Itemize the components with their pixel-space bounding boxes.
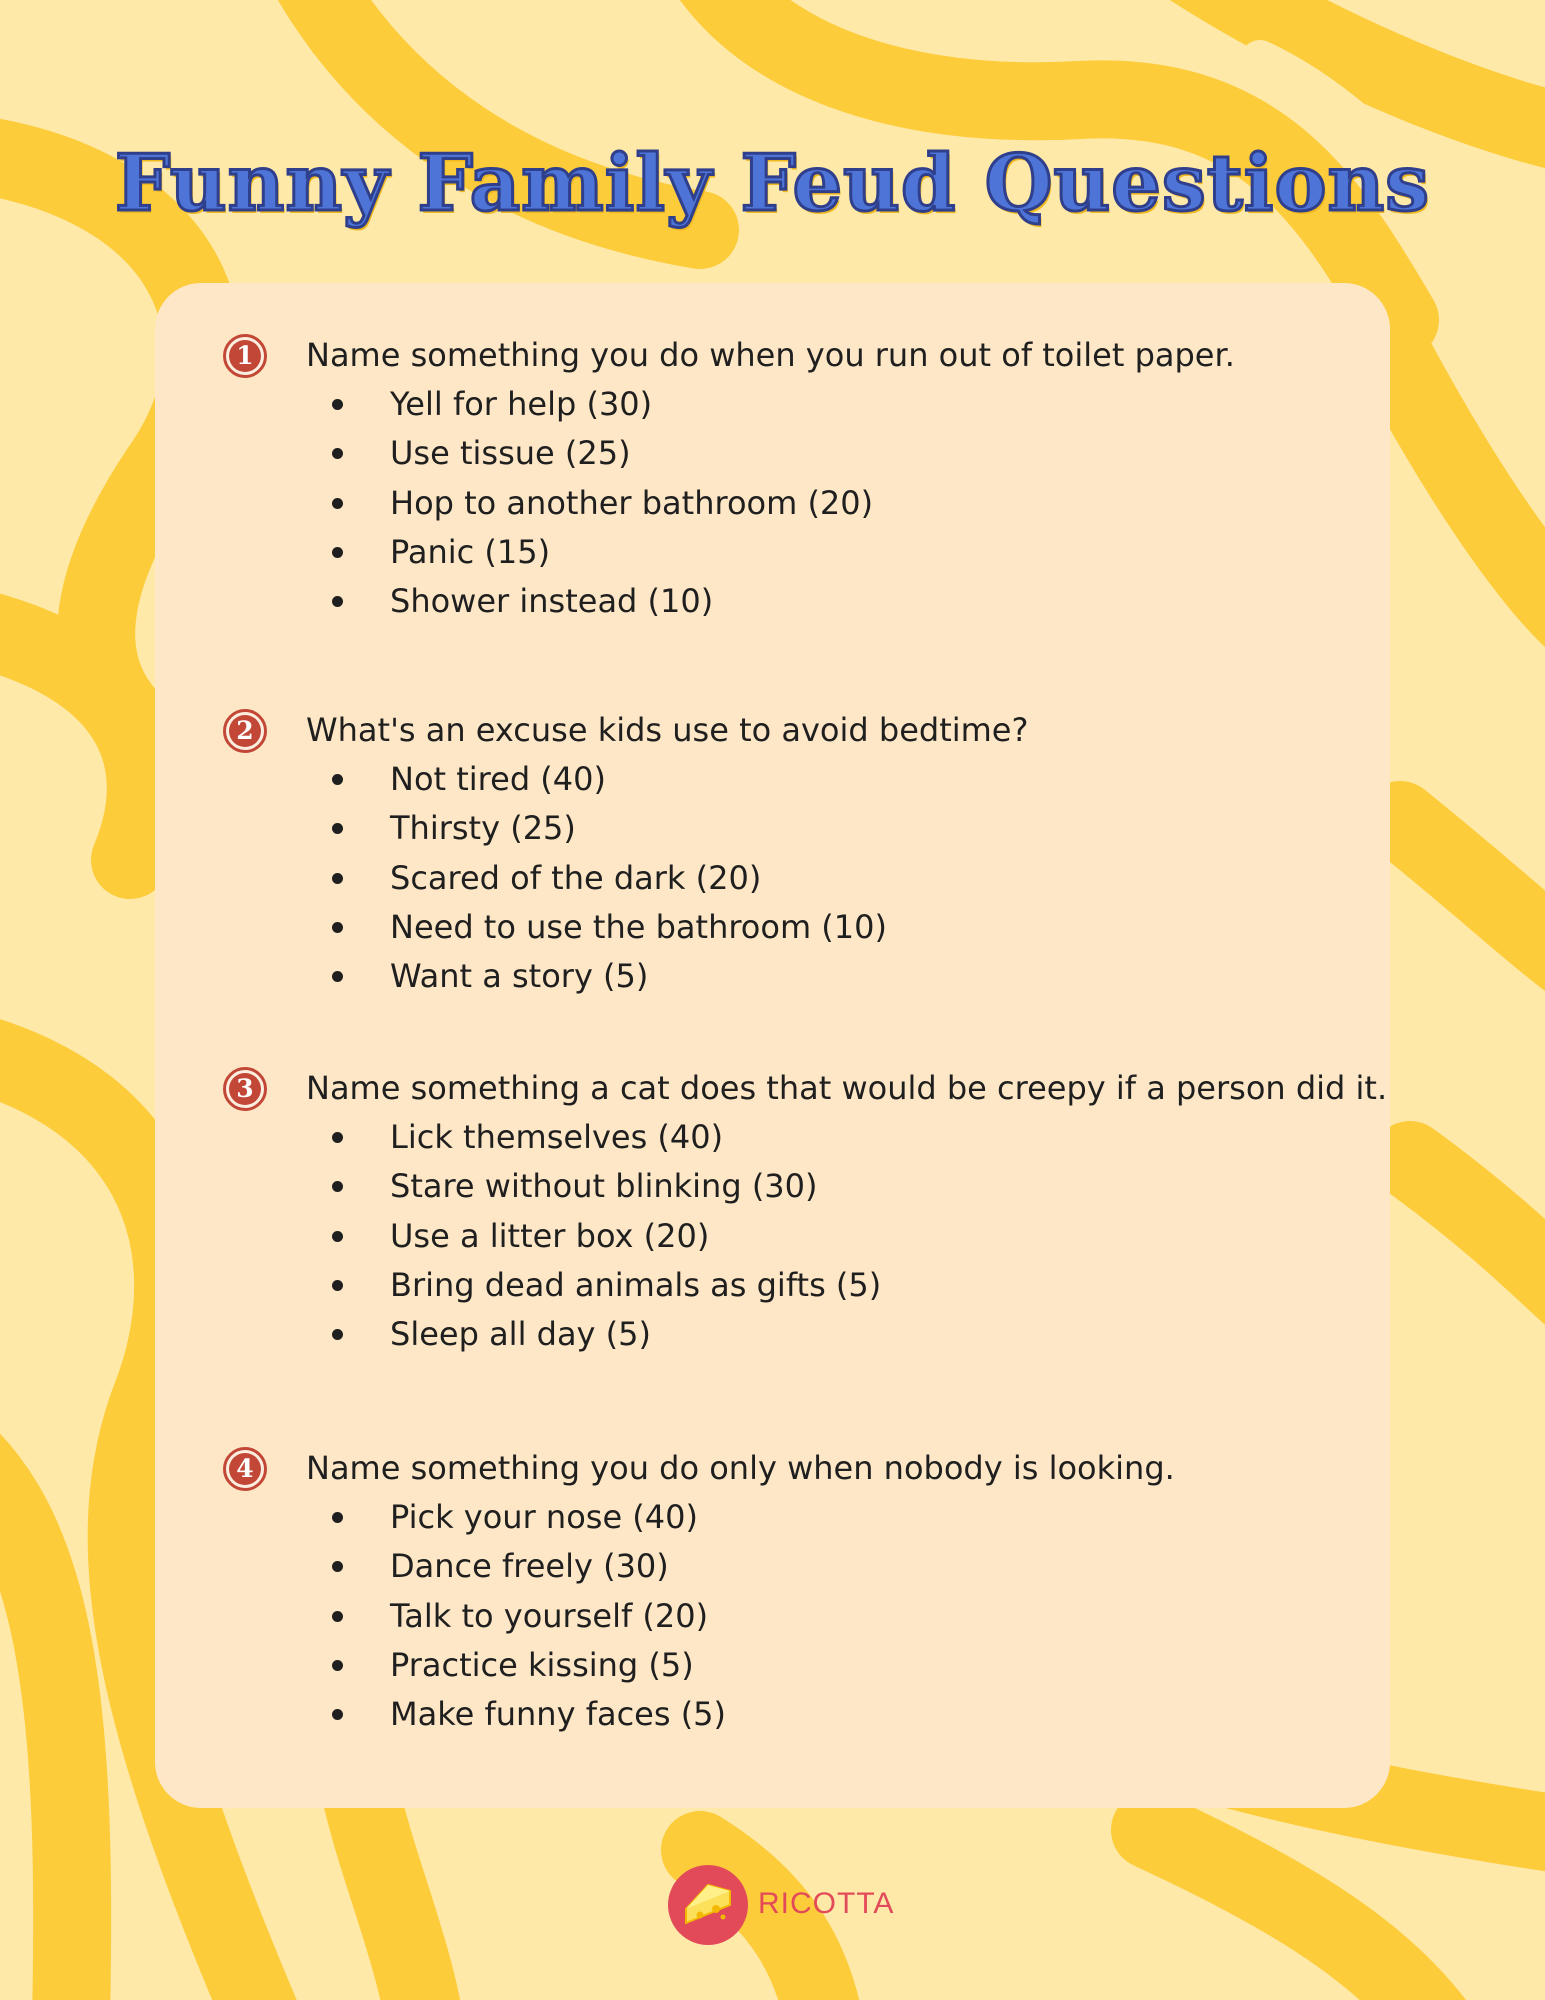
question-text: Name something a cat does that would be creepy if a person did it. bbox=[306, 1069, 1388, 1107]
number-badge-icon: 1 bbox=[223, 334, 267, 378]
answer-list bbox=[330, 759, 887, 1005]
answer-item: Scared of the dark (20) bbox=[330, 858, 887, 907]
cheese-icon bbox=[668, 1865, 748, 1945]
answer-item: Need to use the bathroom (10) bbox=[330, 907, 887, 956]
brand-footer bbox=[668, 1865, 918, 1945]
questions-card bbox=[155, 283, 1390, 1808]
answer-item: Thirsty (25) bbox=[330, 808, 887, 857]
answer-item: Shower instead (10) bbox=[330, 581, 873, 630]
answer-item: Panic (15) bbox=[330, 532, 873, 581]
answer-item: Stare without blinking (30) bbox=[330, 1166, 881, 1215]
brand-name: RICOTTA bbox=[758, 1887, 895, 1920]
page-title: Funny Family Feud Questions bbox=[114, 138, 1431, 229]
answer-item: Hop to another bathroom (20) bbox=[330, 483, 873, 532]
answer-item: Want a story (5) bbox=[330, 956, 887, 1005]
answer-item: Yell for help (30) bbox=[330, 384, 873, 433]
number-badge-icon: 3 bbox=[223, 1067, 267, 1111]
answer-item: Make funny faces (5) bbox=[330, 1694, 726, 1743]
answer-list bbox=[330, 1117, 881, 1363]
answer-item: Bring dead animals as gifts (5) bbox=[330, 1265, 881, 1314]
question-text: What's an excuse kids use to avoid bedtime? bbox=[306, 711, 1029, 749]
answer-list bbox=[330, 384, 873, 630]
question-text: Name something you do only when nobody is looking. bbox=[306, 1449, 1175, 1487]
number-badge-icon: 4 bbox=[223, 1447, 267, 1491]
answer-item: Lick themselves (40) bbox=[330, 1117, 881, 1166]
answer-item: Sleep all day (5) bbox=[330, 1314, 881, 1363]
answer-item: Not tired (40) bbox=[330, 759, 887, 808]
answer-item: Use a litter box (20) bbox=[330, 1216, 881, 1265]
answer-item: Dance freely (30) bbox=[330, 1546, 726, 1595]
answer-item: Practice kissing (5) bbox=[330, 1645, 726, 1694]
answer-item: Use tissue (25) bbox=[330, 433, 873, 482]
answer-item: Pick your nose (40) bbox=[330, 1497, 726, 1546]
number-badge-icon: 2 bbox=[223, 709, 267, 753]
answer-list bbox=[330, 1497, 726, 1743]
answer-item: Talk to yourself (20) bbox=[330, 1596, 726, 1645]
question-text: Name something you do when you run out of toilet paper. bbox=[306, 336, 1235, 374]
